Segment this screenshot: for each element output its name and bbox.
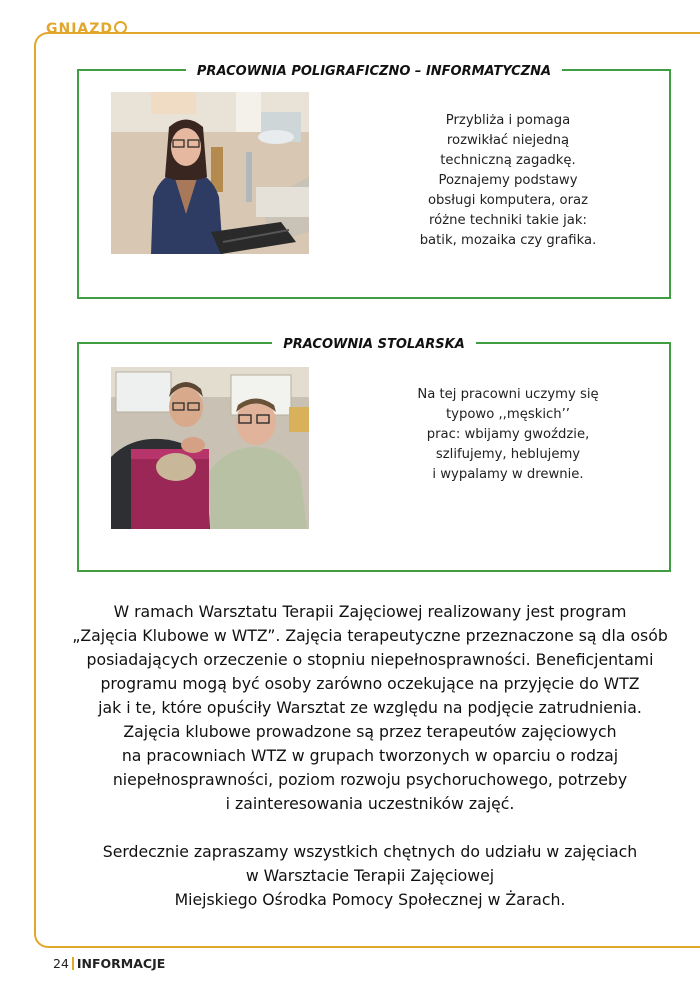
body-line: posiadających orzeczenie o stopniu niepełnosprawności. Beneficjentami (86, 650, 654, 669)
section-description (393, 385, 623, 485)
invite-line: Miejskiego Ośrodka Pomocy Społecznej w Żarach. (174, 890, 566, 909)
body-line: i zainteresowania uczestników zajęć. (225, 794, 515, 813)
section-description (393, 111, 623, 251)
section-poligraficzno (77, 64, 671, 299)
description-line: Na tej pracowni uczymy się (417, 387, 599, 402)
description-line: Przybliża i pomaga (445, 113, 571, 128)
description-line: batik, mozaika czy grafika. (419, 233, 597, 248)
description-line: różne techniki takie jak: (429, 213, 587, 228)
description-line: i wypalamy w drewnie. (432, 467, 584, 482)
page-number: 24 (53, 956, 69, 971)
two-men-woodworking-photo (111, 367, 309, 529)
body-line: W ramach Warsztatu Terapii Zajęciowej realizowany jest program (113, 602, 627, 621)
invite-line: w Warsztacie Terapii Zajęciowej (245, 866, 495, 885)
section-title: PRACOWNIA POLIGRAFICZNO – INFORMATYCZNA (186, 64, 562, 79)
description-line: techniczną zagadkę. (440, 153, 576, 168)
woman-at-computer-photo (111, 92, 309, 254)
description-line: obsługi komputera, oraz (427, 193, 589, 208)
description-line: rozwikłać niejedną (446, 133, 570, 148)
invitation-text (40, 840, 700, 912)
divider (72, 957, 74, 970)
description-line: typowo ,,męskich’’ (446, 407, 570, 422)
program-description (40, 600, 700, 816)
section-title: PRACOWNIA STOLARSKA (272, 337, 476, 352)
description-line: szlifujemy, heblujemy (435, 447, 581, 462)
body-line: na pracowniach WTZ w grupach tworzonych w oparciu o rodzaj (121, 746, 619, 765)
masthead-title: GNIAZD (46, 21, 114, 37)
invite-line: Serdecznie zapraszamy wszystkich chętnych do udziału w zajęciach (102, 842, 638, 861)
body-line: programu mogą być osoby zarówno oczekujące na przyjęcie do WTZ (100, 674, 640, 693)
page-footer (53, 956, 165, 971)
body-line: Zajęcia klubowe prowadzone są przez terapeutów zajęciowych (123, 722, 617, 741)
section-stolarska (77, 337, 671, 572)
body-line: niepełnosprawności, poziom rozwoju psychoruchowego, potrzeby (112, 770, 628, 789)
description-line: prac: wbijamy gwoździe, (426, 427, 590, 442)
section-label: INFORMACJE (76, 956, 166, 971)
description-line: Poznajemy podstawy (438, 173, 578, 188)
body-line: jak i te, które opuściły Warsztat ze względu na podjęcie zatrudnienia. (98, 698, 642, 717)
body-line: „Zajęcia Klubowe w WTZ”. Zajęcia terapeutyczne przeznaczone są dla osób (72, 626, 668, 645)
